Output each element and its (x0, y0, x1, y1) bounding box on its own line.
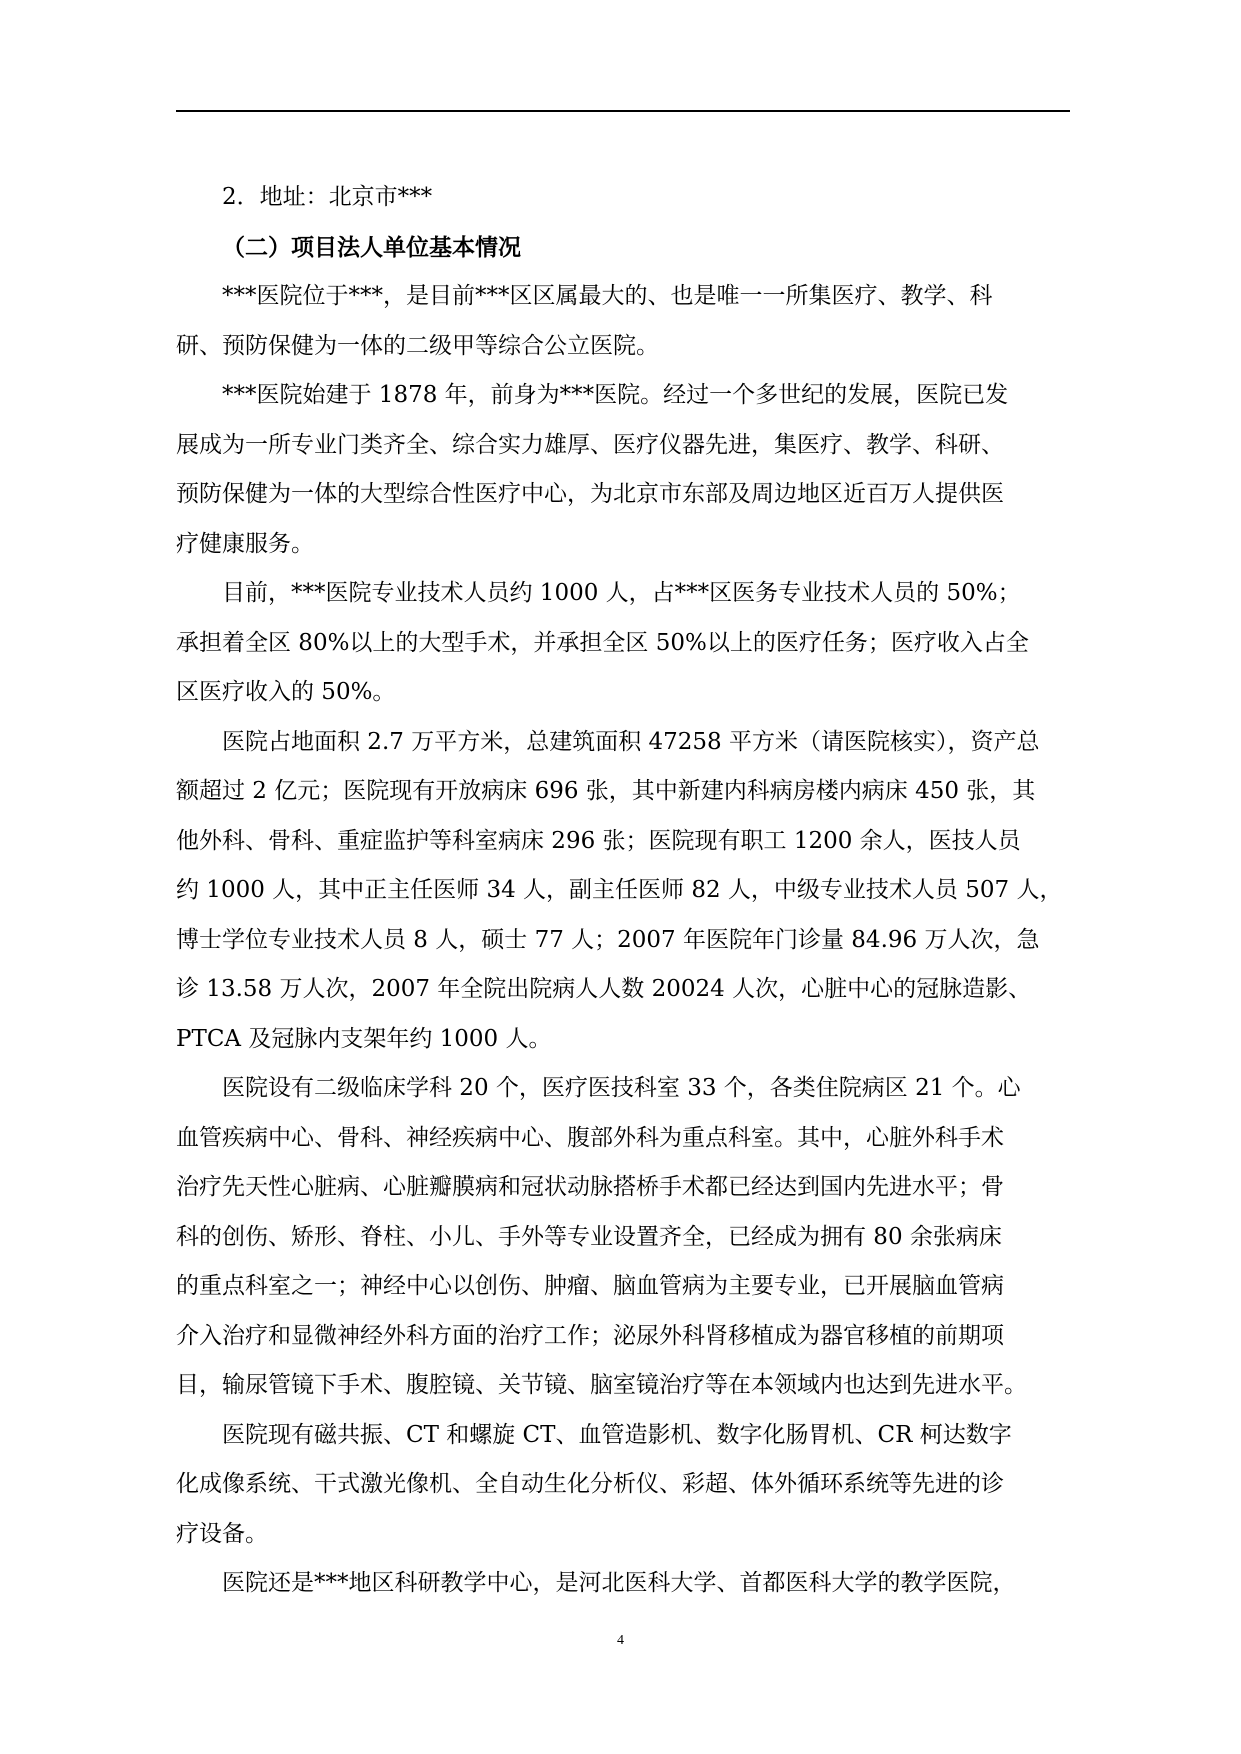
paragraph-line: 目前，***医院专业技术人员约 1000 人，占***区医务专业技术人员的 50%； (222, 580, 1021, 606)
paragraph-line: 预防保健为一体的大型综合性医疗中心，为北京市东部及周边地区近百万人提供医 (176, 481, 1004, 507)
paragraph-line: 区医疗收入的 50%。 (176, 679, 396, 705)
paragraph-line: 科的创伤、矫形、脊柱、小儿、手外等专业设置齐全，已经成为拥有 80 余张病床 (176, 1223, 1002, 1250)
paragraph-line: 研、预防保健为一体的二级甲等综合公立医院。 (176, 332, 659, 359)
paragraph-line: 约 1000 人，其中正主任医师 34 人，副主任医师 82 人，中级专业技术人员 507 人， (176, 877, 1063, 903)
document-body (176, 173, 1070, 1609)
paragraph-line: 他外科、骨科、重症监护等科室病床 296 张；医院现有职工 1200 余人，医技人员 (176, 827, 1021, 854)
paragraph-line: 血管疾病中心、骨科、神经疾病中心、腹部外科为重点科室。其中，心脏外科手术 (176, 1124, 1004, 1151)
header-rule (176, 110, 1070, 112)
paragraph-line: 医院还是***地区科研教学中心，是河北医科大学、首都医科大学的教学医院， (222, 1570, 1016, 1596)
paragraph-line: 医院现有磁共振、CT 和螺旋 CT、血管造影机、数字化肠胃机、CR 柯达数字 (222, 1421, 1012, 1448)
paragraph-line: 博士学位专业技术人员 8 人，硕士 77 人；2007 年医院年门诊量 84.96 万人次，急 (176, 926, 1040, 953)
paragraph-line: 额超过 2 亿元；医院现有开放病床 696 张，其中新建内科病房楼内病床 450 张，其 (176, 778, 1036, 804)
section-heading: （二）项目法人单位基本情况 (222, 233, 521, 261)
paragraph-line: 的重点科室之一；神经中心以创伤、肿瘤、脑血管病为主要专业，已开展脑血管病 (176, 1273, 1004, 1299)
paragraph-line: 医院设有二级临床学科 20 个，医疗医技科室 33 个，各类住院病区 21 个。心 (222, 1075, 1021, 1101)
paragraph-line: 诊 13.58 万人次，2007 年全院出院病人人数 20024 人次，心脏中心的冠脉造影、 (176, 976, 1032, 1002)
address-line: 2．地址：北京市*** (222, 184, 433, 210)
paragraph-line: ***医院位于***，是目前***区区属最大的、也是唯一一所集医疗、教学、科 (222, 283, 993, 309)
paragraph-line: 治疗先天性心脏病、心脏瓣膜病和冠状动脉搭桥手术都已经达到国内先进水平；骨 (176, 1174, 1004, 1200)
paragraph-line: 介入治疗和显微神经外科方面的治疗工作；泌尿外科肾移植成为器官移植的前期项 (176, 1322, 1004, 1349)
paragraph-line: 展成为一所专业门类齐全、综合实力雄厚、医疗仪器先进，集医疗、教学、科研、 (176, 431, 1004, 458)
paragraph-line: 医院占地面积 2.7 万平方米，总建筑面积 47258 平方米（请医院核实），资产总 (222, 728, 1040, 755)
paragraph-line: 疗设备。 (176, 1520, 268, 1547)
page-number: 4 (617, 1633, 624, 1648)
paragraph-line: ***医院始建于 1878 年，前身为***医院。经过一个多世纪的发展，医院已发 (222, 382, 1009, 408)
paragraph-line: PTCA 及冠脉内支架年约 1000 人。 (176, 1025, 552, 1052)
paragraph-line: 疗健康服务。 (176, 530, 314, 557)
paragraph-line: 化成像系统、干式激光像机、全自动生化分析仪、彩超、体外循环系统等先进的诊 (176, 1471, 1004, 1497)
paragraph-line: 目，输尿管镜下手术、腹腔镜、关节镜、脑室镜治疗等在本领域内也达到先进水平。 (176, 1372, 1027, 1398)
paragraph-line: 承担着全区 80%以上的大型手术，并承担全区 50%以上的医疗任务；医疗收入占全 (176, 629, 1029, 656)
